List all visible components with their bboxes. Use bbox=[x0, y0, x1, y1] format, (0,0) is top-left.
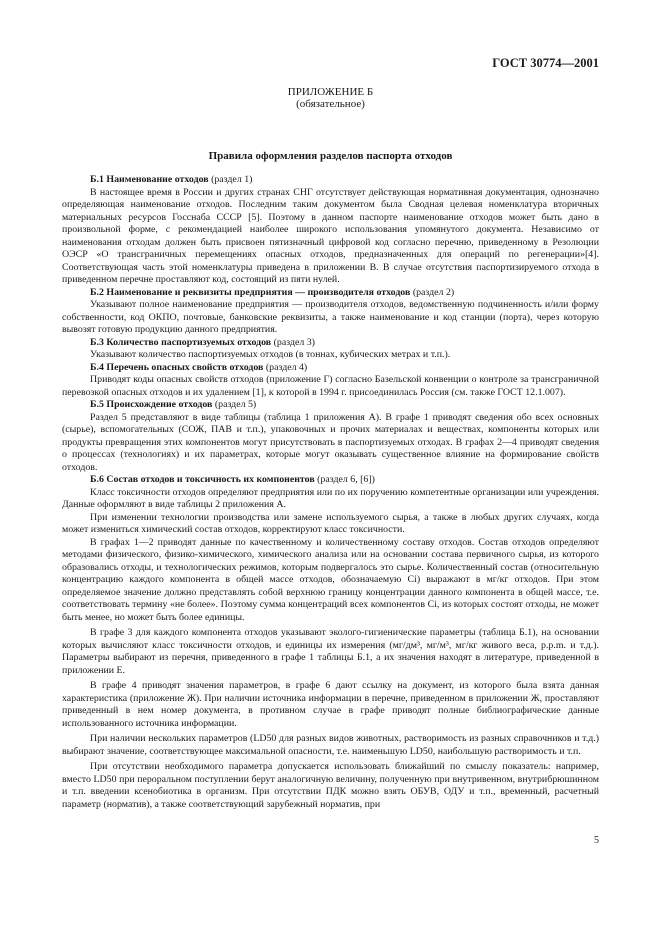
paragraph-b4: Приводят коды опасных свойств отходов (приложение Г) согласно Базельской конвенции о контроле за трансграничной перевозкой опасных отходов и их удалением [1], к которой в 1994 г. присоединилась Россия (см. также ГОСТ 12.1.007). bbox=[62, 374, 599, 398]
paragraph-b6-multiple-params: При наличии нескольких параметров (LD50 для разных видов животных, растворимость из разных справочников и т.д.) выбирают значение, соответствующее максимальной опасности, т.е. наименьшую LD50, наибольшую растворимость и т.п. bbox=[62, 733, 599, 757]
section-heading-b1: Б.1 Наименование отходов (раздел 1) bbox=[90, 174, 253, 185]
appendix-heading bbox=[0, 86, 661, 110]
page-number: 5 bbox=[594, 835, 599, 846]
appendix-subtitle: (обязательное) bbox=[296, 98, 365, 110]
paragraph-b6-toxicity-class: Класс токсичности отходов определяют предприятия или по их поручению компетентные организации или учреждения. Данные оформляют в виде таблицы 2 приложения А. bbox=[62, 486, 599, 510]
paragraph-b6-correction: При изменении технологии производства или замене используемого сырья, а также в любых других случаях, когда может измениться химический состав отходов, корректируют класс токсичности. bbox=[62, 511, 599, 535]
paragraph-b6-references: В графе 4 приводят значения параметров, в графе 6 дают ссылку на документ, из которого была взята данная характеристика (приложение Ж). При наличии источника информации в перечне, приведенном в приложении Ж, проставляют приведенный в нем номер документа, в противном случае в графе приводят полные библиографические данные использованного источника информации. bbox=[62, 680, 599, 729]
document-body bbox=[62, 174, 599, 811]
paragraph-b6-composition: В графах 1—2 приводят данные по качественному и количественному составу отходов. Состав отходов определяют методами физического, физико-химического, химического анализа или на основании состава первичного сырья, из которого образовались отходы, и технологических режимов, которым подвергалось это сырье. Количественный состав (относительную концентрацию каждого компонента в общей массе отходов, обозначаемую Ci) выражают в мг/кг отходов. При этом определяемое значение должно представлять собой верхнюю границу концентрации данного компонента в общей массе, т.е. соответствовать термину «не более». Поэтому сумма концентраций всех компонентов Ci, из которых состоят отходы, не может быть менее, но может быть более единицы. bbox=[62, 536, 599, 623]
section-heading-b3: Б.3 Количество паспортизуемых отходов (раздел 3) bbox=[90, 336, 315, 348]
paragraph-b3: Указывают количество паспортизуемых отходов (в тоннах, кубических метрах и т.п.). bbox=[90, 349, 451, 360]
document-code: ГОСТ 30774—2001 bbox=[492, 56, 599, 70]
section-heading-b6: Б.6 Состав отходов и токсичность их компонентов (раздел 6, [6]) bbox=[90, 474, 375, 485]
section-heading-b5: Б.5 Происхождение отходов (раздел 5) bbox=[90, 399, 257, 410]
section-heading-b2: Б.2 Наименование и реквизиты предприятия — производителя отходов (раздел 2) bbox=[90, 286, 455, 298]
section-heading-b4: Б.4 Перечень опасных свойств отходов (раздел 4) bbox=[90, 361, 308, 373]
main-title: Правила оформления разделов паспорта отходов bbox=[208, 150, 453, 162]
paragraph-b2: Указывают полное наименование предприятия — производителя отходов, ведомственную подчиненность и/или форму собственности, код ОКПО, почтовые, банковские реквизиты, а также наименование и код станции (порта), через которую вывозят готовую продукцию данного предприятия. bbox=[62, 299, 599, 335]
appendix-title: ПРИЛОЖЕНИЕ Б bbox=[287, 86, 374, 98]
paragraph-b6-missing-param: При отсутствии необходимого параметра допускается использовать ближайший по смыслу показатель: например, вместо LD50 при пероральном поступлении берут аналогичную величину, полученную при внутривенном, внутрибрюшинном и т.п. введении ксенобиотика в организм. При отсутствии ПДК можно взять ОБУВ, ОДУ и т.п., временный, расчетный параметр (норматив), а также соответствующий зарубежный норматив, при bbox=[62, 761, 599, 810]
paragraph-b1: В настоящее время в России и других странах СНГ отсутствует действующая нормативная документация, однозначно определяющая наименование отходов. Последним таким документом была Сводная целевая номенклатура вторичных материальных ресурсов Госснаба СССР [5]. Поэтому в данном паспорте наименование отходов может быть дано в произвольной форме, с рекомендацией наиболее широкого использования упомянутого документа. Независимо от наименования отходам должен быть присвоен пятизначный цифровой код согласно перечню, приведенному в Резолюции ОЭСР «О трансграничных перемещениях опасных отходов, предназначенных для операций по регенерации»[4]. Соответствующая часть этой номенклатуры приведена в приложении В. В случае отсутствия паспортизируемого отхода в приведенном перечне проставляют код, состоящий из пяти нулей. bbox=[62, 186, 599, 285]
paragraph-b5: Раздел 5 представляют в виде таблицы (таблица 1 приложения А). В графе 1 приводят сведения обо всех основных (сырье), вспомогательных (СОЖ, ПАВ и т.п.), упаковочных и прочих материалах и веществах, компоненты которых или продукты превращения этих компонентов могут присутствовать в паспортизуемых отходах. В графах 2—4 приводят сведения о процессах (технологиях) и их параметрах, которые могут оказывать существенное влияние на формирование свойств отходов. bbox=[62, 411, 599, 473]
paragraph-b6-parameters: В графе 3 для каждого компонента отходов указывают эколого-гигиенические параметры (таблица Б.1), на основании которых вычисляют класс токсичности отходов, и единицы их измерения (мг/дм³, мг/м³, мг/кг живого веса, р.р.m. и т.д.). Параметры выбирают из перечня, приведенного в графе 1 таблицы Б.1, а их значения находят в литературе, приведенной в приложении Е. bbox=[62, 627, 599, 676]
